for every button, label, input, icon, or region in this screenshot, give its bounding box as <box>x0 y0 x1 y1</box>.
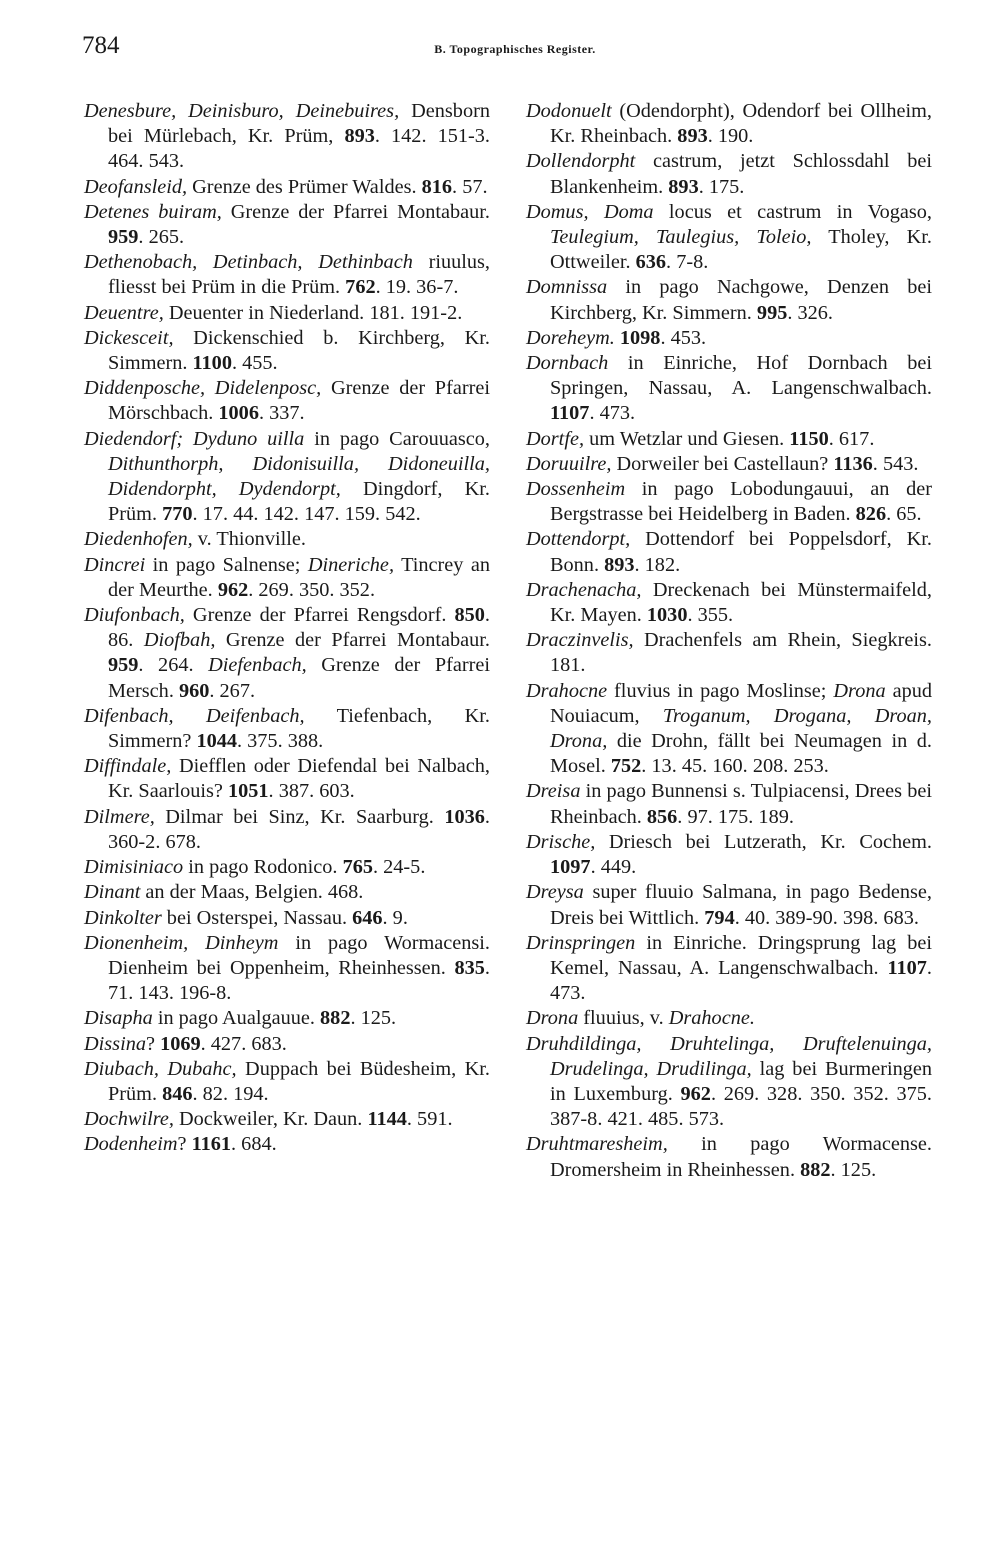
entry-text: Dickenschied b. Kirchberg, Kr. Simmern. <box>108 326 490 375</box>
entry-text: in pago Rodonico. <box>183 856 343 879</box>
place-name: Deuentre, <box>84 301 164 324</box>
register-entry <box>84 754 490 804</box>
entry-text: . 7-8. <box>666 251 709 274</box>
place-name: Diofbah, <box>143 629 216 652</box>
place-name: Diufonbach, <box>84 604 185 627</box>
place-name: Dincrei <box>84 553 146 576</box>
entry-text: Grenze der Pfarrei Rengsdorf. <box>184 604 455 627</box>
document-number: 794 <box>704 906 735 929</box>
right-column <box>526 99 932 1183</box>
place-name: Diedendorf; Dyduno uilla <box>84 427 305 450</box>
register-entry <box>84 1107 490 1132</box>
register-entry <box>526 99 932 149</box>
entry-text: . 125. <box>350 1007 397 1030</box>
document-number: 762 <box>345 276 376 299</box>
entry-text: (Odendorpht), Odendorf bei Ollheim, Kr. Rheinbach. <box>550 100 932 148</box>
register-entry <box>526 1132 932 1182</box>
document-number: 882 <box>320 1007 351 1030</box>
document-number: 962 <box>680 1082 711 1105</box>
register-entry <box>84 175 490 200</box>
document-number: 1161 <box>191 1133 232 1156</box>
register-entry <box>526 200 932 276</box>
entry-text: die Drohn, fällt bei Neumagen in d. Mosel. <box>550 730 932 778</box>
register-entry <box>84 99 490 175</box>
entry-text: Dilmar bei Sinz, Kr. Saarburg. <box>154 805 445 828</box>
place-name: Dottendorpt, <box>526 528 631 551</box>
entry-text: . 97. 175. 189. <box>677 805 794 828</box>
document-number: 959 <box>108 226 139 249</box>
entry-text: Tholey, Kr. Ottweiler. <box>550 226 932 274</box>
document-number: 1144 <box>367 1108 407 1131</box>
document-number: 962 <box>217 578 249 601</box>
document-number: 893 <box>677 125 708 148</box>
document-number: 1107 <box>550 402 590 425</box>
document-number: 646 <box>352 906 383 929</box>
place-name: Troganum, Drogana, Droan, Drona, <box>550 704 933 753</box>
entry-text: . 24-5. <box>373 856 426 879</box>
place-name: Detenes buiram, <box>84 200 222 223</box>
entry-text: . 473. <box>589 402 636 425</box>
entry-text: . 86. <box>108 604 490 652</box>
entry-text: in Einriche, Hof Dornbach bei Springen, Nassau, A. Langenschwalbach. <box>550 352 932 400</box>
register-entry <box>526 880 932 930</box>
entry-text: Grenze der Pfarrei Montabaur. <box>221 200 491 223</box>
document-number: 1098 <box>619 326 661 349</box>
register-entry <box>526 351 932 427</box>
register-entry <box>84 1132 490 1157</box>
register-entry <box>526 326 932 351</box>
entry-text: . 375. 388. <box>237 730 324 753</box>
document-number: 835 <box>454 956 485 979</box>
entry-text: locus et castrum in Vogaso, <box>653 200 932 223</box>
register-entry <box>84 931 490 1007</box>
place-name: Drona <box>526 1007 579 1030</box>
place-name: Dissina <box>84 1032 146 1055</box>
entry-text: . 182. <box>634 553 681 576</box>
entry-text: in pago Aualgauue. <box>152 1007 321 1030</box>
place-name: Dreysa <box>526 881 584 904</box>
entry-text: riuulus, fliesst bei Prüm in die Prüm. <box>108 251 490 299</box>
place-name: Dodonuelt <box>526 100 612 122</box>
document-number: 752 <box>610 755 642 778</box>
entry-text: in pago Nachgowe, Denzen bei Kirchberg, Kr. Simmern. <box>550 276 932 324</box>
entry-text: . 13. 45. 160. 208. 253. <box>641 755 829 778</box>
entry-text: ? <box>177 1133 192 1156</box>
entry-text: super fluuio Salmana, in pago Bedense, Dreis bei Wittlich. <box>550 881 932 929</box>
register-entry <box>526 149 932 199</box>
entry-text: . 40. 389-90. 398. 683. <box>734 906 919 929</box>
place-name: Drahocne. <box>668 1007 755 1030</box>
document-number: 882 <box>800 1158 831 1181</box>
entry-text: . 684. <box>231 1133 277 1156</box>
place-name: Dickesceit, <box>84 326 174 349</box>
place-name: Drahocne <box>526 679 608 702</box>
register-entry <box>84 880 490 905</box>
register-entry <box>526 679 932 780</box>
place-name: Diefenbach, <box>208 654 307 677</box>
document-number: 770 <box>162 503 193 526</box>
place-name: Dochwilre, <box>84 1108 174 1131</box>
place-name: Druhdildinga, Druhtelinga, Druftelenuinga, Drudelinga, Drudilinga, <box>526 1032 932 1080</box>
register-entry <box>84 326 490 376</box>
register-entry <box>526 931 932 1007</box>
entry-text: . 337. <box>258 402 305 425</box>
place-name: Denesbure, Deinisburo, Deinebuires, <box>84 100 400 122</box>
document-number: 1097 <box>550 856 591 879</box>
entry-text: Grenze der Pfarrei Montabaur. <box>215 629 491 652</box>
register-entry <box>84 1032 490 1057</box>
document-number: 1036 <box>444 805 485 828</box>
document-number: 1100 <box>192 352 232 375</box>
entry-text: Duppach bei Büdesheim, Kr. Prüm. <box>108 1057 490 1105</box>
register-entry <box>84 301 490 326</box>
place-name: Dethenobach, Detinbach, Dethinbach <box>84 251 413 274</box>
entry-text: in pago Wormacense. Dromersheim in Rheinhessen. <box>550 1133 932 1181</box>
entry-text: . 455. <box>231 352 278 375</box>
entry-text: . 9. <box>382 906 408 929</box>
document-number: 1006 <box>218 402 259 425</box>
register-entry <box>84 553 490 603</box>
place-name: Drinspringen <box>526 931 636 954</box>
document-number: 850 <box>454 604 485 627</box>
place-name: Diddenposche, Didelenposc, <box>84 377 322 400</box>
entry-text: . 57. <box>452 175 488 198</box>
entry-text: Driesch bei Lutzerath, Kr. Cochem. <box>595 830 932 853</box>
register-entry <box>84 527 490 552</box>
register-entry <box>84 200 490 250</box>
entry-text: . 617. <box>828 427 875 450</box>
place-name: Disapha <box>84 1007 153 1030</box>
entry-text: Grenze der Pfarrei Mersch. <box>108 654 491 702</box>
entry-text: Diefflen oder Diefendal bei Nalbach, Kr. Saarlouis? <box>108 755 490 803</box>
document-number: 893 <box>668 175 699 198</box>
entry-text: in pago Bunnensi s. Tulpiacensi, Drees bei Rheinbach. <box>550 780 932 828</box>
place-name: Dinkolter <box>84 906 162 929</box>
place-name: Dossenheim <box>526 478 626 501</box>
register-entry <box>84 704 490 754</box>
entry-text: . 591. <box>406 1108 453 1131</box>
entry-text: Dottendorf bei Poppelsdorf, Kr. Bonn. <box>550 528 932 576</box>
document-number: 1107 <box>887 956 927 979</box>
document-number: 765 <box>342 856 373 879</box>
register-entry <box>526 275 932 325</box>
document-number: 1136 <box>833 452 873 475</box>
document-number: 826 <box>855 503 887 526</box>
entry-text: . 267. <box>209 679 256 702</box>
place-name: Dithunthorph, Didonisuilla, Didoneuilla, Didendorpht, Dydendorpt, <box>108 452 490 501</box>
register-entry <box>84 427 490 528</box>
entry-text: Dingdorf, Kr. Prüm. <box>108 478 490 526</box>
entry-text: . 265. <box>138 226 185 249</box>
register-entry <box>84 906 490 931</box>
entry-text: Dreckenach bei Münstermaifeld, Kr. Mayen. <box>550 578 932 627</box>
place-name: Dilmere, <box>84 805 155 828</box>
entry-text: in Einriche. Dringsprung lag bei Kemel, Nassau, A. Langenschwalbach. <box>550 931 932 979</box>
document-number: 960 <box>178 679 210 702</box>
document-number: 636 <box>635 251 667 274</box>
place-name: Teulegium, Taulegius, Toleio, <box>550 226 812 249</box>
place-name: Dimisiniaco <box>84 856 184 879</box>
register-entry <box>526 452 932 477</box>
entry-text: fluuius, v. <box>578 1007 669 1030</box>
entry-text: Densborn bei Mürlebach, Kr. Prüm, <box>108 100 490 148</box>
place-name: Domus, Doma <box>526 200 654 223</box>
place-name: Diffindale, <box>84 755 172 778</box>
register-entry <box>84 805 490 855</box>
document-number: 1030 <box>646 604 688 627</box>
page-number: 784 <box>82 32 120 59</box>
register-entry <box>84 603 490 704</box>
register-entry <box>84 1057 490 1107</box>
place-name: Diedenhofen, <box>84 528 193 551</box>
document-number: 846 <box>162 1082 193 1105</box>
place-name: Dornbach <box>526 352 609 375</box>
document-number: 893 <box>604 553 635 576</box>
entry-text: . 449. <box>590 856 637 879</box>
entry-text: fluvius in pago Moslinse; <box>607 679 834 702</box>
entry-text: . 17. 44. 142. 147. 159. 542. <box>192 503 421 526</box>
entry-text: Dorweiler bei Castellaun? <box>611 452 834 475</box>
entry-text: in pago Salnense; <box>145 553 308 576</box>
entry-text: . 82. 194. <box>192 1082 269 1105</box>
entry-text: . 264. <box>138 654 209 677</box>
entry-text: . 355. <box>687 604 734 627</box>
entry-text: . 71. 143. 196-8. <box>108 956 490 1005</box>
place-name: Doruuilre, <box>526 452 612 475</box>
document-number: 893 <box>344 125 375 148</box>
place-name: Domnissa <box>526 276 608 299</box>
entry-text: . 142. 151-3. 464. 543. <box>108 125 490 173</box>
entry-text: . 427. 683. <box>200 1032 287 1055</box>
entry-text: v. Thionville. <box>192 528 306 551</box>
place-name: Diubach, Dubahc, <box>84 1057 237 1080</box>
place-name: Drachenacha, <box>526 578 642 601</box>
place-name: Drische, <box>526 830 596 853</box>
entry-text: Deuenter in Niederland. 181. 191-2. <box>163 301 463 324</box>
register-entry <box>526 779 932 829</box>
register-entry <box>526 628 932 678</box>
place-name: Dionenheim, Dinheym <box>84 931 279 954</box>
entry-text: um Wetzlar und Giesen. <box>584 427 790 450</box>
register-entry <box>84 376 490 426</box>
register-entry <box>526 477 932 527</box>
entry-text: Grenze der Pfarrei Mörschbach. <box>108 377 490 425</box>
entry-text: in pago Wormacensi. Dienheim bei Oppenheim, Rheinhessen. <box>108 931 490 979</box>
entry-text: . 269. 350. 352. <box>248 578 376 601</box>
place-name: Deofansleid, <box>84 175 188 198</box>
entry-text: . 360-2. 678. <box>108 805 490 853</box>
entry-text: Tiefenbach, Kr. Simmern? <box>108 704 490 753</box>
place-name: Dollendorpht <box>526 150 636 173</box>
place-name: Dineriche, <box>307 553 395 576</box>
document-number: 1150 <box>789 427 829 450</box>
page-header <box>82 32 948 72</box>
entry-text: . 473. <box>550 956 932 1005</box>
document-number: 856 <box>646 805 678 828</box>
entry-text: . 387. 603. <box>268 780 355 803</box>
entry-text: . 190. <box>707 125 754 148</box>
document-number: 1069 <box>160 1032 201 1055</box>
place-name: Druhtmaresheim, <box>526 1133 668 1156</box>
entry-text: . 543. <box>872 452 919 475</box>
place-name: Doreheym. <box>526 326 615 349</box>
document-number: 816 <box>421 175 453 198</box>
document-number: 959 <box>108 654 139 677</box>
register-entry <box>526 578 932 628</box>
register-entry <box>526 830 932 880</box>
register-entry <box>526 427 932 452</box>
entry-text: apud Nouiacum, <box>550 679 932 727</box>
place-name: Drona <box>833 679 886 702</box>
entry-text: Drachenfels am Rhein, Siegkreis. 181. <box>550 629 932 677</box>
register-entry <box>84 855 490 880</box>
place-name: Draczinvelis, <box>526 629 634 652</box>
register-entry <box>526 1032 932 1133</box>
entry-text: . 326. <box>787 301 833 324</box>
register-entry <box>84 250 490 300</box>
entry-text: ? <box>145 1032 161 1055</box>
place-name: Dortfe, <box>526 427 585 450</box>
entry-text: bei Osterspei, Nassau. <box>161 906 353 929</box>
entry-text: Grenze des Prümer Waldes. <box>187 175 422 198</box>
entry-text: . 269. 328. 350. 352. 375. 387-8. 421. 485. 573. <box>550 1082 932 1131</box>
place-name: Dreisa <box>526 780 581 803</box>
entry-text: an der Maas, Belgien. 468. <box>140 881 364 904</box>
entry-text: Tincrey an der Meurthe. <box>108 553 490 601</box>
entry-text: . 175. <box>698 175 745 198</box>
document-number: 1044 <box>196 730 237 753</box>
place-name: Dinant <box>84 881 141 904</box>
register-entry <box>84 1006 490 1031</box>
place-name: Difenbach, Deifenbach, <box>84 704 305 727</box>
entry-text: . 125. <box>830 1158 877 1181</box>
register-entry <box>526 527 932 577</box>
left-column <box>84 99 490 1158</box>
entry-text: in pago Carouuasco, <box>304 427 490 450</box>
register-entry <box>526 1006 932 1031</box>
document-number: 1051 <box>227 780 269 803</box>
document-number: 995 <box>756 301 788 324</box>
entry-text: castrum, jetzt Schlossdahl bei Blankenheim. <box>550 150 932 198</box>
entry-text: in pago Lobodungauui, an der Bergstrasse bei Heidelberg in Baden. <box>550 478 932 526</box>
entry-text: . 19. 36-7. <box>375 276 459 299</box>
running-title: B. Topographisches Register. <box>434 42 596 56</box>
entry-text: lag bei Burmeringen in Luxemburg. <box>550 1057 933 1105</box>
entry-text: . 65. <box>886 503 922 526</box>
entry-text: Dockweiler, Kr. Daun. <box>173 1108 368 1131</box>
entry-text: . 453. <box>660 326 707 349</box>
place-name: Dodenheim <box>84 1133 178 1156</box>
